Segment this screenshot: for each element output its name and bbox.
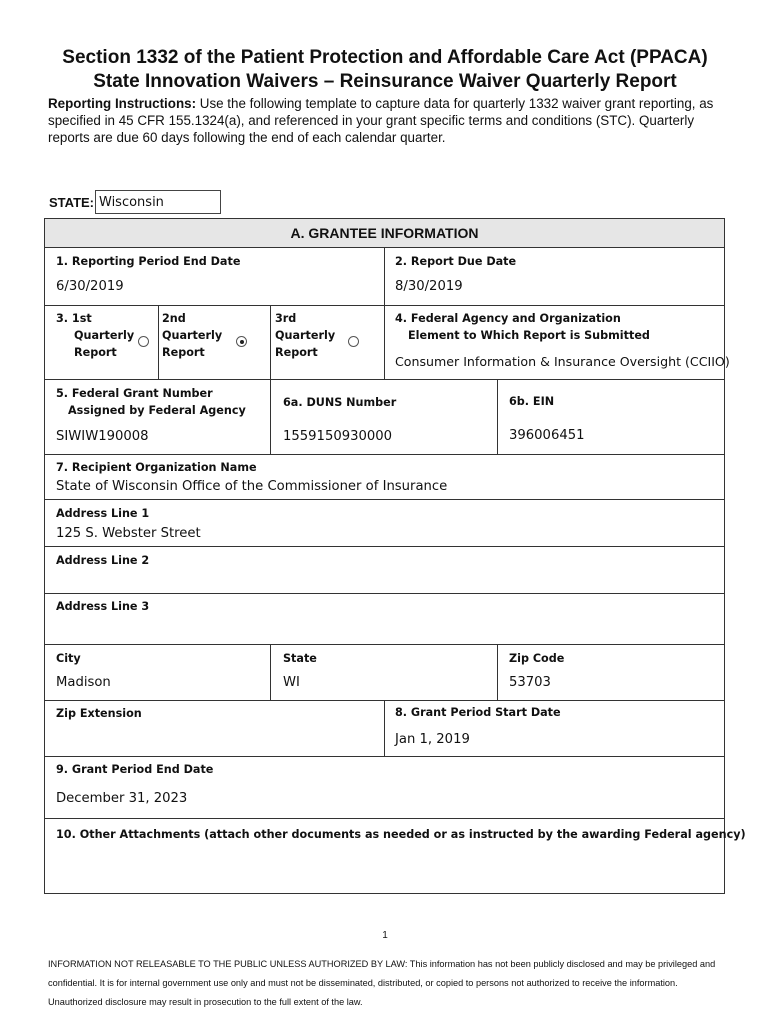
- column-divider: [270, 305, 271, 379]
- duns-number-label: 6a. DUNS Number: [283, 396, 397, 409]
- city-field[interactable]: Madison: [56, 675, 111, 690]
- state-field[interactable]: Wisconsin: [95, 190, 221, 214]
- instructions-label: Reporting Instructions:: [48, 96, 197, 111]
- row-divider: [45, 644, 724, 645]
- grant-start-label: 8. Grant Period Start Date: [395, 706, 561, 719]
- federal-grant-label-line2: Assigned by Federal Agency: [68, 404, 246, 417]
- report-due-date-label: 2. Report Due Date: [395, 255, 517, 268]
- quarter-1-label-line3: Report: [74, 346, 117, 359]
- address-line-1-field[interactable]: 125 S. Webster Street: [56, 526, 201, 541]
- quarter-3-label-line3: Report: [275, 346, 318, 359]
- row-divider: [45, 499, 724, 500]
- ein-label: 6b. EIN: [509, 395, 555, 408]
- page-number: 1: [382, 930, 388, 941]
- federal-grant-label-line1: 5. Federal Grant Number: [56, 387, 213, 400]
- quarter-3-label-line2: Quarterly: [275, 329, 336, 342]
- city-label: City: [56, 652, 81, 665]
- row-divider: [45, 379, 724, 380]
- column-divider: [270, 644, 271, 700]
- row-divider: [45, 818, 724, 819]
- recipient-organization-label: 7. Recipient Organization Name: [56, 461, 257, 474]
- row-divider: [45, 756, 724, 757]
- federal-agency-field[interactable]: Consumer Information & Insurance Oversight (CCIIO): [395, 354, 730, 369]
- grant-start-field[interactable]: Jan 1, 2019: [395, 732, 470, 747]
- grant-end-field[interactable]: December 31, 2023: [56, 791, 188, 806]
- other-attachments-field[interactable]: [46, 846, 723, 892]
- confidentiality-notice: INFORMATION NOT RELEASABLE TO THE PUBLIC UNLESS AUTHORIZED BY LAW: This information has not been publicly disclosed and may be privileged and confidential. It is for internal government use only and must not be disseminated, distributed, or copied to persons not authorized to receive the information. Unauthorized disclosure may result in prosecution to the full extent of the law.: [48, 959, 716, 1007]
- federal-grant-number-field[interactable]: SIWIW190008: [56, 429, 149, 444]
- quarter-2-label-line2: Quarterly: [162, 329, 223, 342]
- quarter-1-radio[interactable]: [138, 336, 149, 347]
- address-line-2-label: Address Line 2: [56, 554, 150, 567]
- duns-number-field[interactable]: 1559150930000: [283, 429, 393, 444]
- column-divider: [497, 644, 498, 700]
- grant-end-label: 9. Grant Period End Date: [56, 763, 214, 776]
- address-line-3-label: Address Line 3: [56, 600, 150, 613]
- row-divider: [45, 593, 724, 594]
- quarter-2-label-line1: 2nd: [162, 312, 186, 325]
- ein-field[interactable]: 396006451: [509, 428, 585, 443]
- column-divider: [384, 700, 385, 756]
- quarter-3-radio[interactable]: [348, 336, 359, 347]
- report-due-date-field[interactable]: 8/30/2019: [395, 279, 463, 294]
- state-field-label: State: [283, 652, 317, 665]
- reporting-period-end-label: 1. Reporting Period End Date: [56, 255, 241, 268]
- column-divider: [497, 379, 498, 454]
- other-attachments-label: 10. Other Attachments (attach other documents as needed or as instructed by the awarding Federal agency): [56, 828, 746, 841]
- zip-code-field[interactable]: 53703: [509, 675, 551, 690]
- quarter-3-label-line1: 3rd: [275, 312, 297, 325]
- column-divider: [158, 305, 159, 379]
- federal-agency-label-line1: 4. Federal Agency and Organization: [395, 312, 621, 325]
- reporting-instructions: [48, 95, 728, 146]
- recipient-organization-field[interactable]: State of Wisconsin Office of the Commissioner of Insurance: [56, 479, 448, 494]
- federal-agency-label-line2: Element to Which Report is Submitted: [408, 329, 650, 342]
- quarter-1-label-line2: Quarterly: [74, 329, 135, 342]
- column-divider: [270, 379, 271, 454]
- section-a-header: A. GRANTEE INFORMATION: [45, 219, 724, 248]
- report-title-line2: State Innovation Waivers – Reinsurance Waiver Quarterly Report: [93, 71, 677, 92]
- state-label: STATE:: [49, 195, 95, 210]
- zip-code-label: Zip Code: [509, 652, 565, 665]
- quarter-2-radio[interactable]: [236, 336, 247, 347]
- report-title-line1: Section 1332 of the Patient Protection and Affordable Care Act (PPACA): [62, 47, 708, 68]
- row-divider: [45, 546, 724, 547]
- state-code-field[interactable]: WI: [283, 675, 300, 690]
- quarter-1-label-line1: 3. 1st: [56, 312, 92, 325]
- instructions-text: Use the following template to capture data for quarterly 1332 waiver grant reporting, as specified in 45 CFR 155.1324(a), and referenced in your grant specific terms and conditions (STC). Quarterly reports are due 60 days following the end of each calendar quarter.: [48, 96, 714, 145]
- column-divider: [384, 248, 385, 379]
- reporting-period-end-field[interactable]: 6/30/2019: [56, 279, 124, 294]
- row-divider: [45, 454, 724, 455]
- address-line-1-label: Address Line 1: [56, 507, 150, 520]
- zip-extension-label: Zip Extension: [56, 707, 142, 720]
- quarter-2-label-line3: Report: [162, 346, 205, 359]
